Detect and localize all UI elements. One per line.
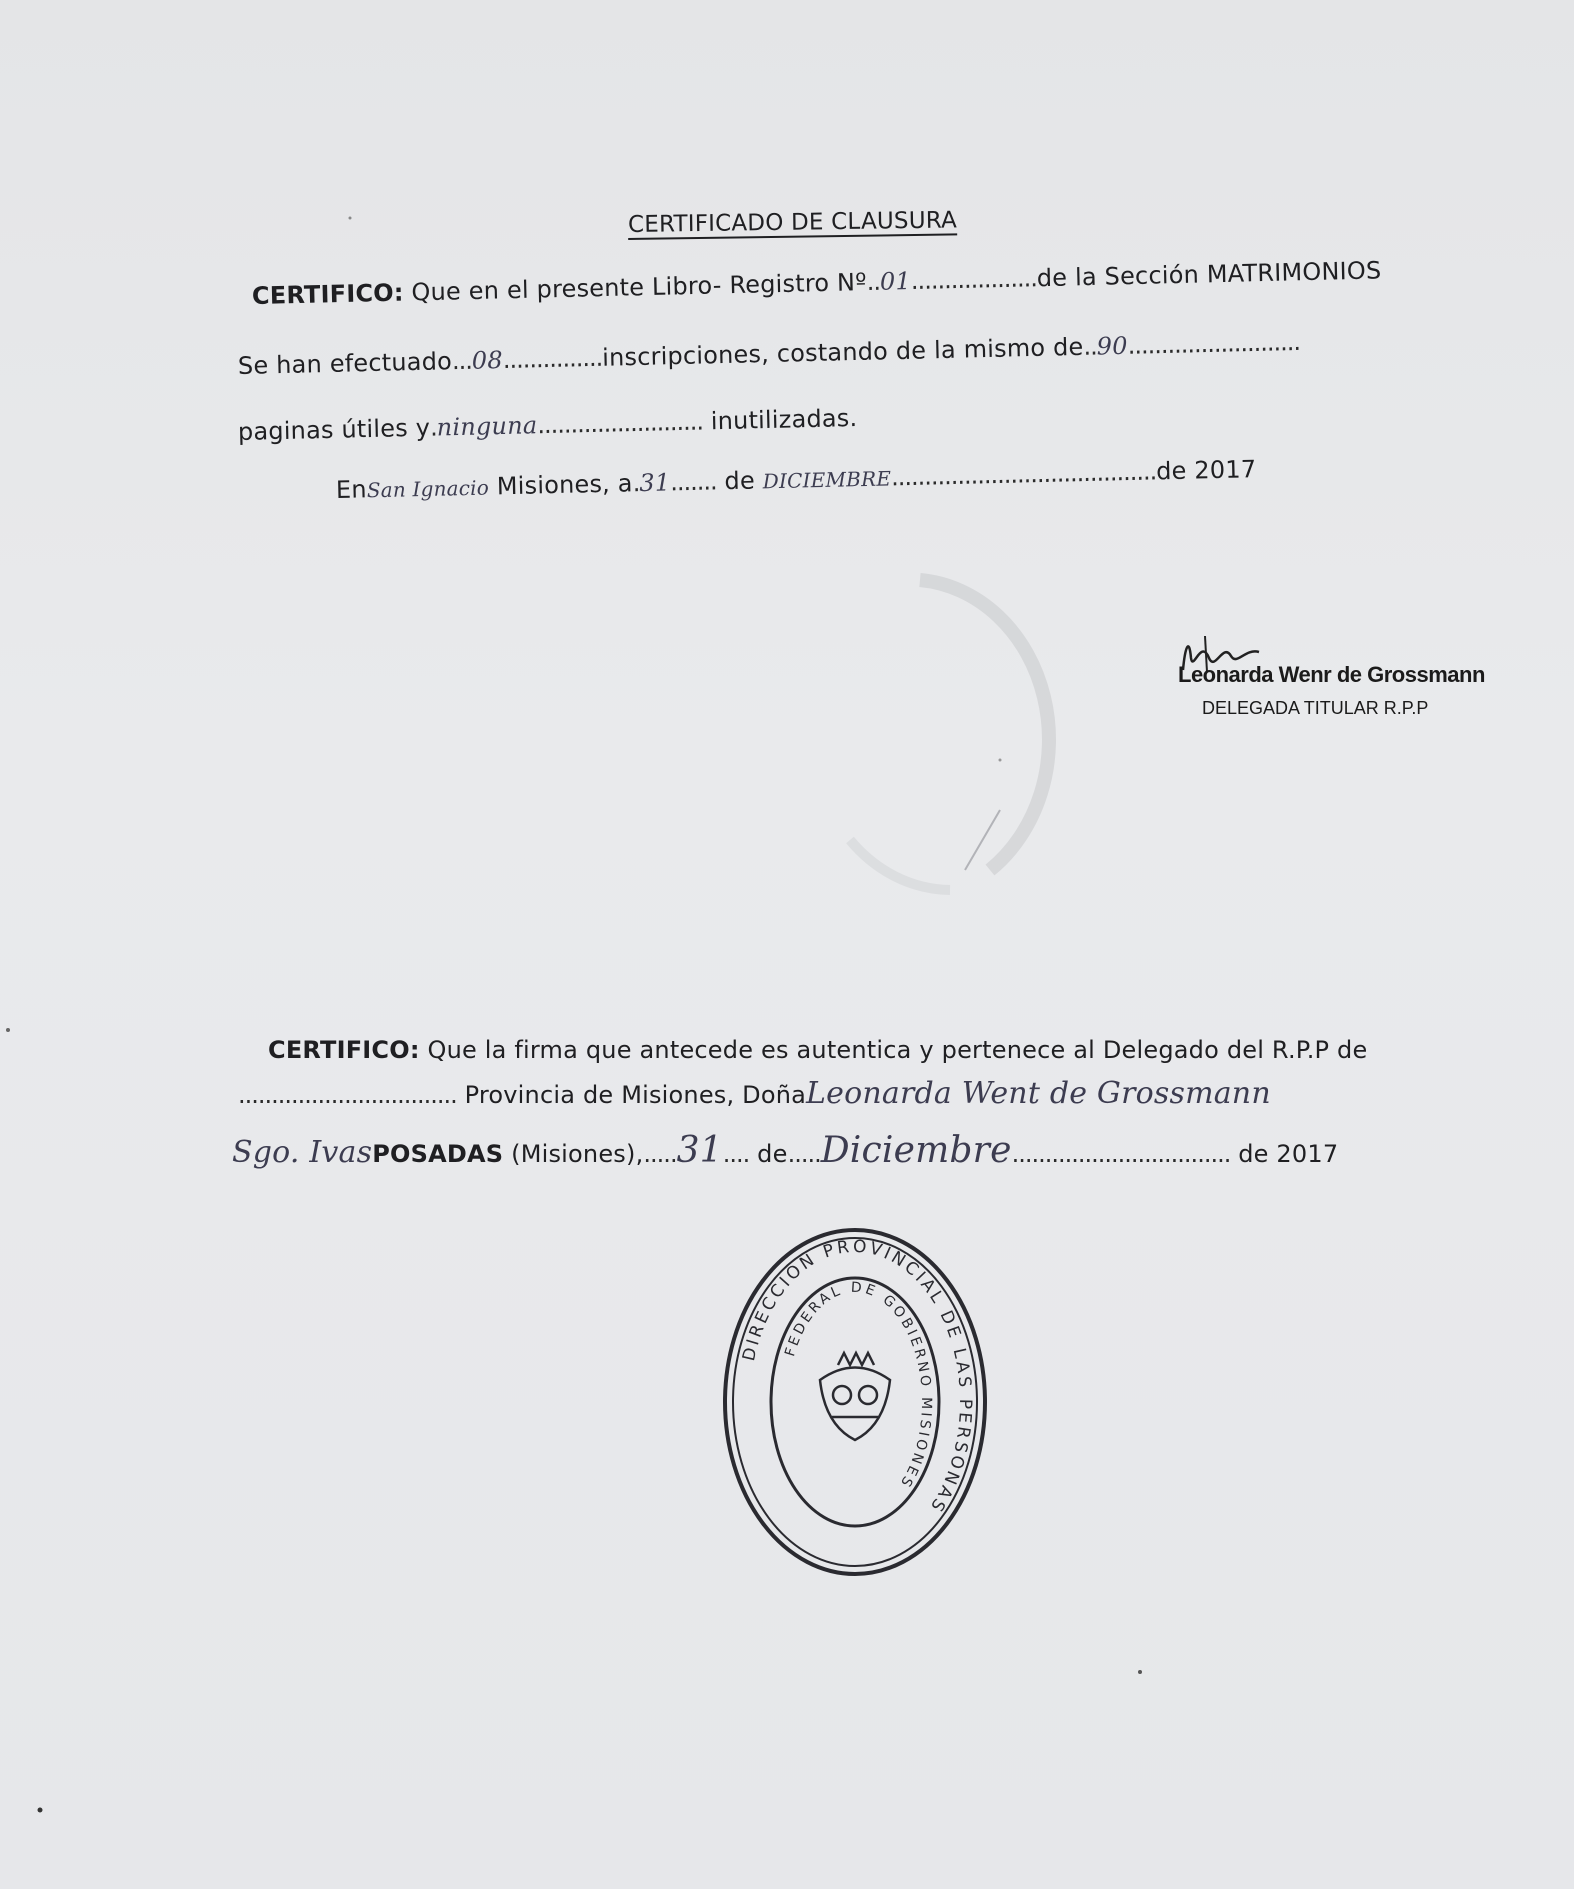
signature-title: DELEGADA TITULAR R.P.P	[1202, 698, 1429, 718]
city-name: POSADAS	[372, 1140, 504, 1168]
cert2-line2-text-a: Provincia de Misiones, Doña	[464, 1081, 807, 1109]
registro-number: 01	[879, 267, 912, 296]
cert-line-2: Se han efectuado...08...............inscripciones, costando de la mismo de..90..........................	[237, 327, 1301, 380]
line2-text-a: Se han efectuado	[237, 347, 453, 380]
place-handwritten: San Ignacio	[366, 475, 490, 503]
cert-line-1: CERTIFICO: Que en el presente Libro- Registro Nº..01...................de la Sección MATRIMONIOS	[251, 256, 1382, 310]
cert-line-3: paginas útiles y.ninguna......................... inutilizadas.	[237, 403, 858, 446]
certificate-title: CERTIFICADO DE CLAUSURA	[627, 207, 958, 238]
line3-text-a: paginas útiles y	[237, 413, 431, 446]
cert2-line3-text-b: de	[757, 1140, 788, 1168]
line4-text-c: de	[724, 466, 756, 496]
cert2-place-handwritten: Sgo. Ivas	[232, 1135, 373, 1170]
line1-text-a: Que en el presente Libro- Registro Nº	[411, 268, 867, 307]
day-handwritten: 31	[638, 468, 671, 498]
certifico2-label: CERTIFICO:	[268, 1036, 420, 1064]
line2-text-b: inscripciones, costando de la mismo de	[601, 332, 1084, 372]
line4-text-b: Misiones, a	[496, 469, 633, 501]
inscripciones-count: 08	[471, 345, 504, 375]
cert2-day-handwritten: 31	[676, 1130, 723, 1171]
month-handwritten: DICIEMBRE	[762, 466, 892, 494]
line4-text-d: de 2017	[1155, 455, 1257, 486]
cert2-line3-text-a: (Misiones),	[511, 1140, 644, 1168]
line4-text-a: En	[335, 475, 368, 504]
cert2-line-2: ................................. Provincia de Misiones, DoñaLeonarda Went de Grossmann	[238, 1076, 1271, 1111]
paginas-count: 90	[1096, 331, 1128, 361]
certifico-label: CERTIFICO:	[251, 278, 404, 310]
cert2-month-handwritten: Diciembre	[820, 1130, 1012, 1171]
cert2-line-3: Sgo. IvasPOSADAS (Misiones),.....31.... de.....Diciembre................................. de 2017	[232, 1130, 1339, 1171]
inutilizadas-count: ninguna	[436, 411, 538, 442]
seal-inner-text: FEDERAL DE GOBIERNO MISIONES	[782, 1279, 935, 1492]
cert-line-4: EnSan Ignacio Misiones, a.31....... de DICIEMBRE........................................de 2017	[335, 455, 1257, 504]
signature-name: Leonarda Wenr de Grossmann	[1178, 662, 1485, 687]
cert2-line3-text-c: de 2017	[1238, 1140, 1339, 1168]
cert2-line1-text: Que la firma que antecede es autentica y pertenece al Delegado del R.P.P de	[427, 1036, 1368, 1064]
line1-text-b: de la Sección MATRIMONIOS	[1036, 256, 1382, 293]
cert2-name-handwritten: Leonarda Went de Grossmann	[806, 1076, 1271, 1111]
line3-text-b: inutilizadas.	[710, 403, 858, 436]
seal-outer-text: DIRECCION PROVINCIAL DE LAS PERSONAS	[739, 1236, 976, 1518]
